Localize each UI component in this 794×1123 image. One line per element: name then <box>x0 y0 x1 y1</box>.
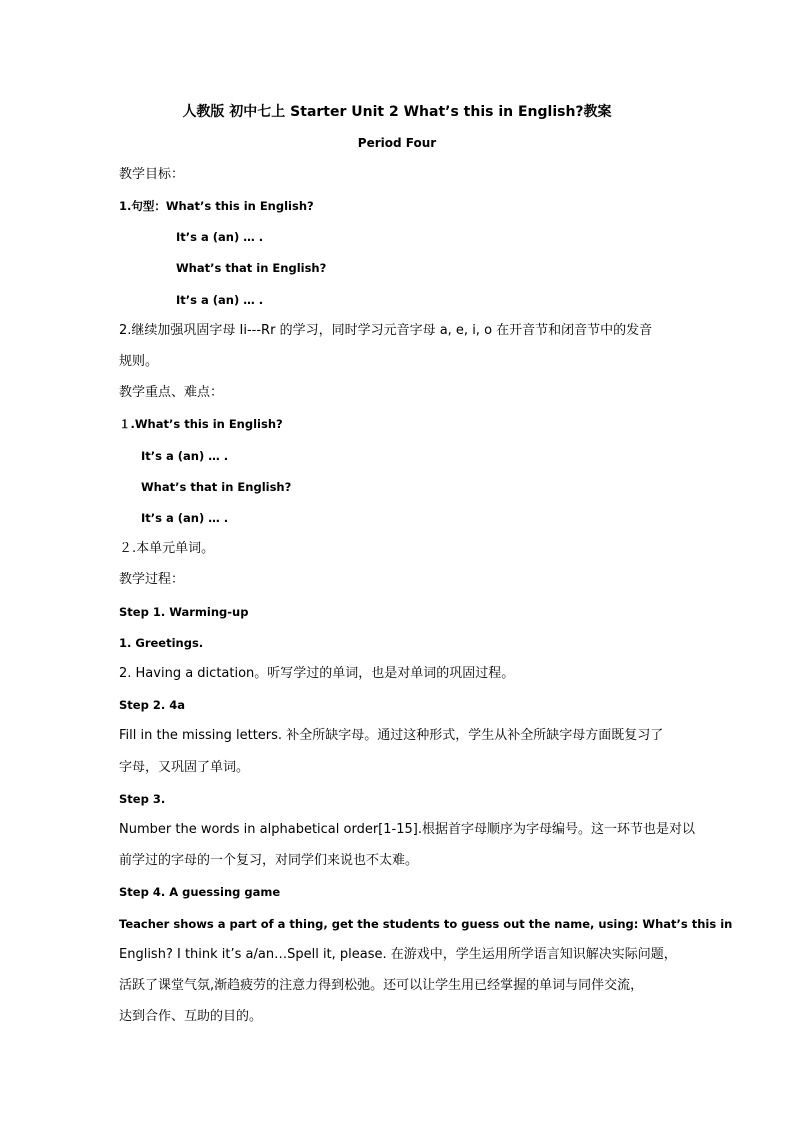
objective-2: 2.继续加强巩固字母 Ii---Rr 的学习，同时学习元音字母 a, e, i, o 在开音节和闭音节中的发音 <box>119 323 653 338</box>
document-title: 人教版 初中七上 Starter Unit 2 What’s this in English?教案 <box>182 104 612 120</box>
objective-1-line-2: It’s a (an) … . <box>176 230 264 244</box>
objective-1: 1.句型：What’s this in English? <box>119 199 314 213</box>
objective-1-line-4: It’s a (an) … . <box>176 293 264 307</box>
step-4-text-3: 活跃了课堂气氛,渐趋疲劳的注意力得到松弛。还可以让学生用已经掌握的单词与同伴交流， <box>119 978 644 993</box>
key-point-2: ２.本单元单词。 <box>119 541 215 556</box>
step-4-heading: Step 4. A guessing game <box>119 885 281 899</box>
heading-process: 教学过程： <box>119 572 185 587</box>
document-subtitle: Period Four <box>357 136 437 150</box>
key-point-1-line-3: What’s that in English? <box>141 480 292 494</box>
step-1-item-1: 1. Greetings. <box>119 636 204 650</box>
step-2-heading: Step 2. 4a <box>119 698 185 712</box>
step-2-text-cont: 字母，又巩固了单词。 <box>119 760 250 775</box>
step-2-text: Fill in the missing letters. 补全所缺字母。通过这种形式，学生从补全所缺字母方面既复习了 <box>119 728 664 743</box>
step-3-heading: Step 3. <box>119 792 166 806</box>
key-point-1-line-4: It’s a (an) … . <box>141 511 229 525</box>
step-4-text-4: 达到合作、互助的目的。 <box>119 1009 263 1024</box>
key-point-1-line-2: It’s a (an) … . <box>141 449 229 463</box>
step-3-text-cont: 前学过的字母的一个复习，对同学们来说也不太难。 <box>119 853 419 868</box>
objective-2-cont: 规则。 <box>119 354 159 369</box>
step-1-heading: Step 1. Warming-up <box>119 605 249 619</box>
step-1-item-2: 2. Having a dictation。听写学过的单词，也是对单词的巩固过程。 <box>119 666 515 681</box>
step-4-text-1: Teacher shows a part of a thing, get the students to guess out the name, using: What’s this in <box>119 917 733 931</box>
key-point-1: １.What’s this in English? <box>119 417 283 431</box>
objective-1-line-3: What’s that in English? <box>176 261 327 275</box>
heading-objectives: 教学目标： <box>119 167 185 182</box>
step-3-text: Number the words in alphabetical order[1-15].根据首字母顺序为字母编号。这一环节也是对以 <box>119 822 695 837</box>
step-4-text-2: English? I think it’s a/an…Spell it, please. 在游戏中，学生运用所学语言知识解决实际问题， <box>119 947 677 962</box>
heading-key-points: 教学重点、难点： <box>119 385 224 400</box>
